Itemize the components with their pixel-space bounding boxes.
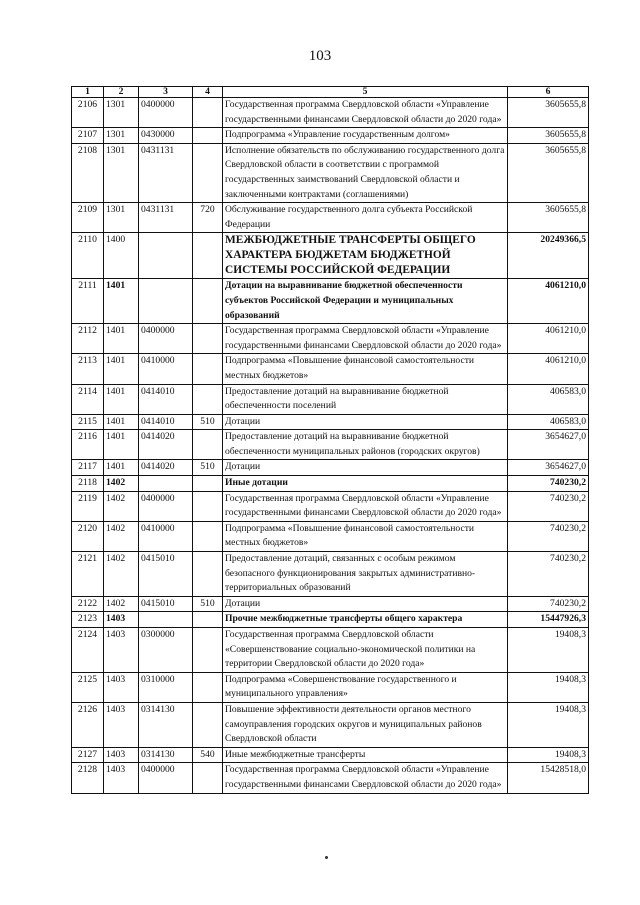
item-name: Подпрограмма «Управление государственным долгом» (223, 128, 508, 144)
expense-type-code (193, 98, 223, 128)
amount: 406583,0 (508, 384, 589, 414)
section-code: 1402 (104, 596, 139, 612)
target-article-code: 0400000 (139, 98, 193, 128)
section-code: 1401 (104, 279, 139, 324)
expense-type-code (193, 233, 223, 279)
table-row (72, 203, 589, 233)
section-code: 1400 (104, 233, 139, 279)
target-article-code (139, 612, 193, 628)
item-name: Государственная программа Свердловской области «Управление государственными финансами Свердловской области до 2020 года» (223, 491, 508, 521)
target-article-code: 0414010 (139, 384, 193, 414)
target-article-code: 0310000 (139, 672, 193, 702)
amount: 3605655,8 (508, 98, 589, 128)
table-row (72, 702, 589, 747)
table-row (72, 324, 589, 354)
table-row (72, 476, 589, 492)
item-name: Государственная программа Свердловской области «Управление государственными финансами Свердловской области до 2020 года» (223, 763, 508, 793)
section-code: 1401 (104, 354, 139, 384)
row-number: 2113 (72, 354, 104, 384)
target-article-code: 0314130 (139, 702, 193, 747)
target-article-code (139, 233, 193, 279)
item-name: Подпрограмма «Повышение финансовой самостоятельности местных бюджетов» (223, 354, 508, 384)
expense-type-code: 510 (193, 414, 223, 430)
section-code: 1402 (104, 552, 139, 597)
target-article-code: 0300000 (139, 628, 193, 673)
section-code: 1401 (104, 414, 139, 430)
table-row (72, 612, 589, 628)
amount: 4061210,0 (508, 354, 589, 384)
section-code: 1403 (104, 672, 139, 702)
expense-type-code (193, 143, 223, 202)
row-number: 2118 (72, 476, 104, 492)
row-number: 2117 (72, 460, 104, 476)
page-mark (325, 856, 328, 859)
amount: 3654627,0 (508, 430, 589, 460)
item-name: Предоставление дотаций на выравнивание бюджетной обеспеченности муниципальных районов (городских округов) (223, 430, 508, 460)
amount: 406583,0 (508, 414, 589, 430)
table-row (72, 414, 589, 430)
table-row (72, 628, 589, 673)
table-row (72, 521, 589, 551)
section-code: 1301 (104, 128, 139, 144)
row-number: 2112 (72, 324, 104, 354)
table-row (72, 98, 589, 128)
item-name: Исполнение обязательств по обслуживанию государственного долга Свердловской области в соответствии с программой государственных заимствований Свердловской области и заключенными контрактами (соглашениями) (223, 143, 508, 202)
expense-type-code (193, 628, 223, 673)
expense-type-code: 510 (193, 460, 223, 476)
col-header-5: 5 (223, 87, 508, 98)
amount: 740230,2 (508, 552, 589, 597)
target-article-code: 0410000 (139, 521, 193, 551)
target-article-code: 0414020 (139, 430, 193, 460)
section-code: 1403 (104, 612, 139, 628)
row-number: 2114 (72, 384, 104, 414)
expense-type-code: 540 (193, 747, 223, 763)
expense-type-code: 510 (193, 596, 223, 612)
table-row (72, 128, 589, 144)
item-name: МЕЖБЮДЖЕТНЫЕ ТРАНСФЕРТЫ ОБЩЕГО ХАРАКТЕРА БЮДЖЕТАМ БЮДЖЕТНОЙ СИСТЕМЫ РОССИЙСКОЙ ФЕДЕРАЦИИ (223, 233, 508, 279)
table-row (72, 143, 589, 202)
item-name: Государственная программа Свердловской области «Совершенствование социально-экономической политики на территории Свердловской области до 2020 года» (223, 628, 508, 673)
row-number: 2123 (72, 612, 104, 628)
expense-type-code: 720 (193, 203, 223, 233)
amount: 20249366,5 (508, 233, 589, 279)
section-code: 1402 (104, 491, 139, 521)
row-number: 2128 (72, 763, 104, 793)
section-code: 1402 (104, 476, 139, 492)
amount: 19408,3 (508, 702, 589, 747)
section-code: 1301 (104, 203, 139, 233)
item-name: Прочие межбюджетные трансферты общего характера (223, 612, 508, 628)
target-article-code: 0410000 (139, 354, 193, 384)
table-row (72, 354, 589, 384)
section-code: 1403 (104, 628, 139, 673)
row-number: 2121 (72, 552, 104, 597)
col-header-2: 2 (104, 87, 139, 98)
row-number: 2116 (72, 430, 104, 460)
table-header-row (72, 87, 589, 98)
expense-type-code (193, 763, 223, 793)
table-row (72, 491, 589, 521)
item-name: Предоставление дотаций на выравнивание бюджетной обеспеченности поселений (223, 384, 508, 414)
row-number: 2109 (72, 203, 104, 233)
row-number: 2127 (72, 747, 104, 763)
amount: 4061210,0 (508, 324, 589, 354)
section-code: 1403 (104, 763, 139, 793)
expense-type-code (193, 552, 223, 597)
table-row (72, 552, 589, 597)
item-name: Дотации на выравнивание бюджетной обеспеченности субъектов Российской Федерации и муниципальных образований (223, 279, 508, 324)
amount: 19408,3 (508, 628, 589, 673)
row-number: 2115 (72, 414, 104, 430)
target-article-code: 0431131 (139, 143, 193, 202)
expense-type-code (193, 702, 223, 747)
col-header-1: 1 (72, 87, 104, 98)
section-code: 1402 (104, 521, 139, 551)
row-number: 2122 (72, 596, 104, 612)
target-article-code: 0415010 (139, 596, 193, 612)
section-code: 1403 (104, 702, 139, 747)
table-row (72, 430, 589, 460)
section-code: 1301 (104, 143, 139, 202)
amount: 4061210,0 (508, 279, 589, 324)
amount: 740230,2 (508, 491, 589, 521)
target-article-code: 0415010 (139, 552, 193, 597)
table-row (72, 233, 589, 279)
target-article-code: 0400000 (139, 491, 193, 521)
table-row (72, 279, 589, 324)
budget-table (71, 86, 589, 794)
table-row (72, 384, 589, 414)
section-code: 1301 (104, 98, 139, 128)
row-number: 2119 (72, 491, 104, 521)
item-name: Иные дотации (223, 476, 508, 492)
col-header-3: 3 (139, 87, 193, 98)
expense-type-code (193, 354, 223, 384)
row-number: 2125 (72, 672, 104, 702)
target-article-code: 0431131 (139, 203, 193, 233)
table-row (72, 460, 589, 476)
expense-type-code (193, 476, 223, 492)
amount: 15447926,3 (508, 612, 589, 628)
row-number: 2110 (72, 233, 104, 279)
amount: 15428518,0 (508, 763, 589, 793)
amount: 19408,3 (508, 747, 589, 763)
item-name: Обслуживание государственного долга субъекта Российской Федерации (223, 203, 508, 233)
amount: 740230,2 (508, 476, 589, 492)
expense-type-code (193, 128, 223, 144)
item-name: Дотации (223, 460, 508, 476)
expense-type-code (193, 279, 223, 324)
section-code: 1403 (104, 747, 139, 763)
row-number: 2106 (72, 98, 104, 128)
row-number: 2108 (72, 143, 104, 202)
expense-type-code (193, 491, 223, 521)
item-name: Подпрограмма «Повышение финансовой самостоятельности местных бюджетов» (223, 521, 508, 551)
table-row (72, 672, 589, 702)
col-header-4: 4 (193, 87, 223, 98)
expense-type-code (193, 521, 223, 551)
amount: 3654627,0 (508, 460, 589, 476)
table-row (72, 747, 589, 763)
row-number: 2126 (72, 702, 104, 747)
row-number: 2107 (72, 128, 104, 144)
item-name: Государственная программа Свердловской области «Управление государственными финансами Свердловской области до 2020 года» (223, 324, 508, 354)
expense-type-code (193, 672, 223, 702)
target-article-code: 0414020 (139, 460, 193, 476)
amount: 19408,3 (508, 672, 589, 702)
amount: 3605655,8 (508, 128, 589, 144)
item-name: Предоставление дотаций, связанных с особым режимом безопасного функционирования закрытых административно-территориальных образований (223, 552, 508, 597)
item-name: Иные межбюджетные трансферты (223, 747, 508, 763)
section-code: 1401 (104, 460, 139, 476)
amount: 3605655,8 (508, 203, 589, 233)
section-code: 1401 (104, 324, 139, 354)
section-code: 1401 (104, 384, 139, 414)
table-row (72, 763, 589, 793)
expense-type-code (193, 430, 223, 460)
item-name: Государственная программа Свердловской области «Управление государственными финансами Свердловской области до 2020 года» (223, 98, 508, 128)
target-article-code: 0430000 (139, 128, 193, 144)
amount: 740230,2 (508, 521, 589, 551)
col-header-6: 6 (508, 87, 589, 98)
target-article-code: 0400000 (139, 763, 193, 793)
item-name: Подпрограмма «Совершенствование государственного и муниципального управления» (223, 672, 508, 702)
target-article-code: 0400000 (139, 324, 193, 354)
target-article-code: 0414010 (139, 414, 193, 430)
table-row (72, 596, 589, 612)
expense-type-code (193, 384, 223, 414)
row-number: 2111 (72, 279, 104, 324)
item-name: Дотации (223, 596, 508, 612)
target-article-code: 0314130 (139, 747, 193, 763)
item-name: Повышение эффективности деятельности органов местного самоуправления городских округов и муниципальных районов Свердловской области (223, 702, 508, 747)
amount: 3605655,8 (508, 143, 589, 202)
page-number: 103 (308, 48, 332, 64)
row-number: 2120 (72, 521, 104, 551)
section-code: 1401 (104, 430, 139, 460)
row-number: 2124 (72, 628, 104, 673)
target-article-code (139, 279, 193, 324)
expense-type-code (193, 612, 223, 628)
item-name: Дотации (223, 414, 508, 430)
expense-type-code (193, 324, 223, 354)
target-article-code (139, 476, 193, 492)
amount: 740230,2 (508, 596, 589, 612)
